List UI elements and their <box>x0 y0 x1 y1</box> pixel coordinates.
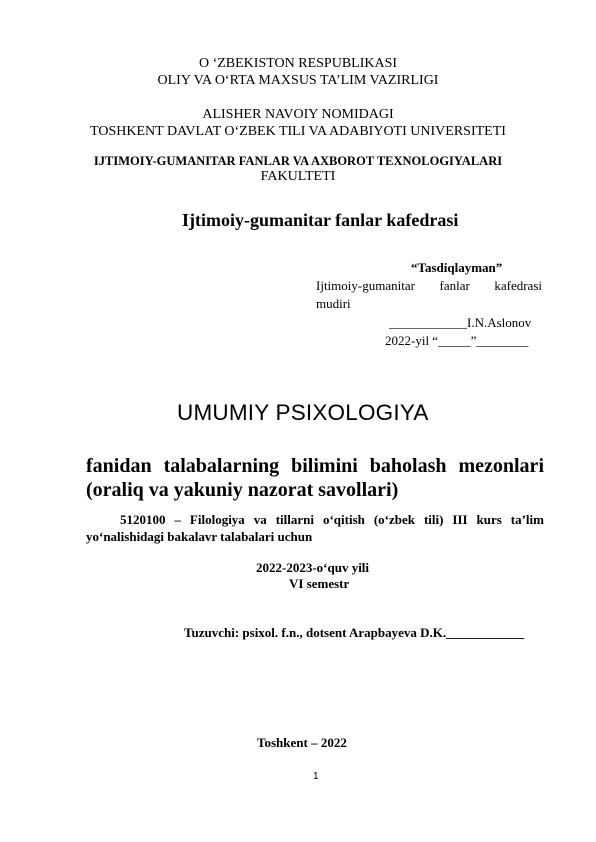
approval-role-line1: Ijtimoiy-gumanitar fanlar kafedrasi <box>316 278 542 293</box>
subject-title: UMUMIY PSIXOLOGIYA <box>177 400 429 425</box>
department-title: Ijtimoiy-gumanitar fanlar kafedrasi <box>182 210 459 230</box>
place-year: Toshkent – 2022 <box>257 735 347 750</box>
program-line2: yo‘nalishidagi bakalavr talabalari uchun <box>86 529 313 544</box>
approval-date: 2022-yil “_____”________ <box>385 333 529 348</box>
approval-title: “Tasdiqlayman” <box>411 260 503 275</box>
page-number: 1 <box>313 771 319 782</box>
author-line: Tuzuvchi: psixol. f.n., dotsent Arapbayeva D.K.____________ <box>184 625 525 640</box>
header-university: TOSHKENT DAVLAT O‘ZBEK TILI VA ADABIYOTI UNIVERSITETI <box>90 124 506 139</box>
program-line1: 5120100 – Filologiya va tillarni o‘qitish (o‘zbek tili) III kurs ta’lim <box>120 512 544 527</box>
approval-role-line2: mudiri <box>316 296 351 311</box>
header-faculty-line2: FAKULTETI <box>260 169 336 184</box>
academic-year: 2022-2023-o‘quv yili <box>256 560 370 575</box>
header-named: ALISHER NAVOIY NOMIDAGI <box>202 107 394 122</box>
header-republic: O ‘ZBEKISTON RESPUBLIKASI <box>198 56 398 71</box>
approval-signature: ____________I.N.Aslonov <box>389 315 532 330</box>
subtitle-line2: (oraliq va yakuniy nazorat savollari) <box>86 479 399 501</box>
subtitle-line1: fanidan talabalarning bilimini baholash mezonlari <box>86 455 544 477</box>
semester: VI semestr <box>289 576 350 591</box>
header-faculty-line1: IJTIMOIY-GUMANITAR FANLAR VA AXBOROT TEXNOLOGIYALARI <box>93 154 503 168</box>
header-ministry: OLIY VA O‘RTA MAXSUS TA’LIM VAZIRLIGI <box>157 73 439 88</box>
